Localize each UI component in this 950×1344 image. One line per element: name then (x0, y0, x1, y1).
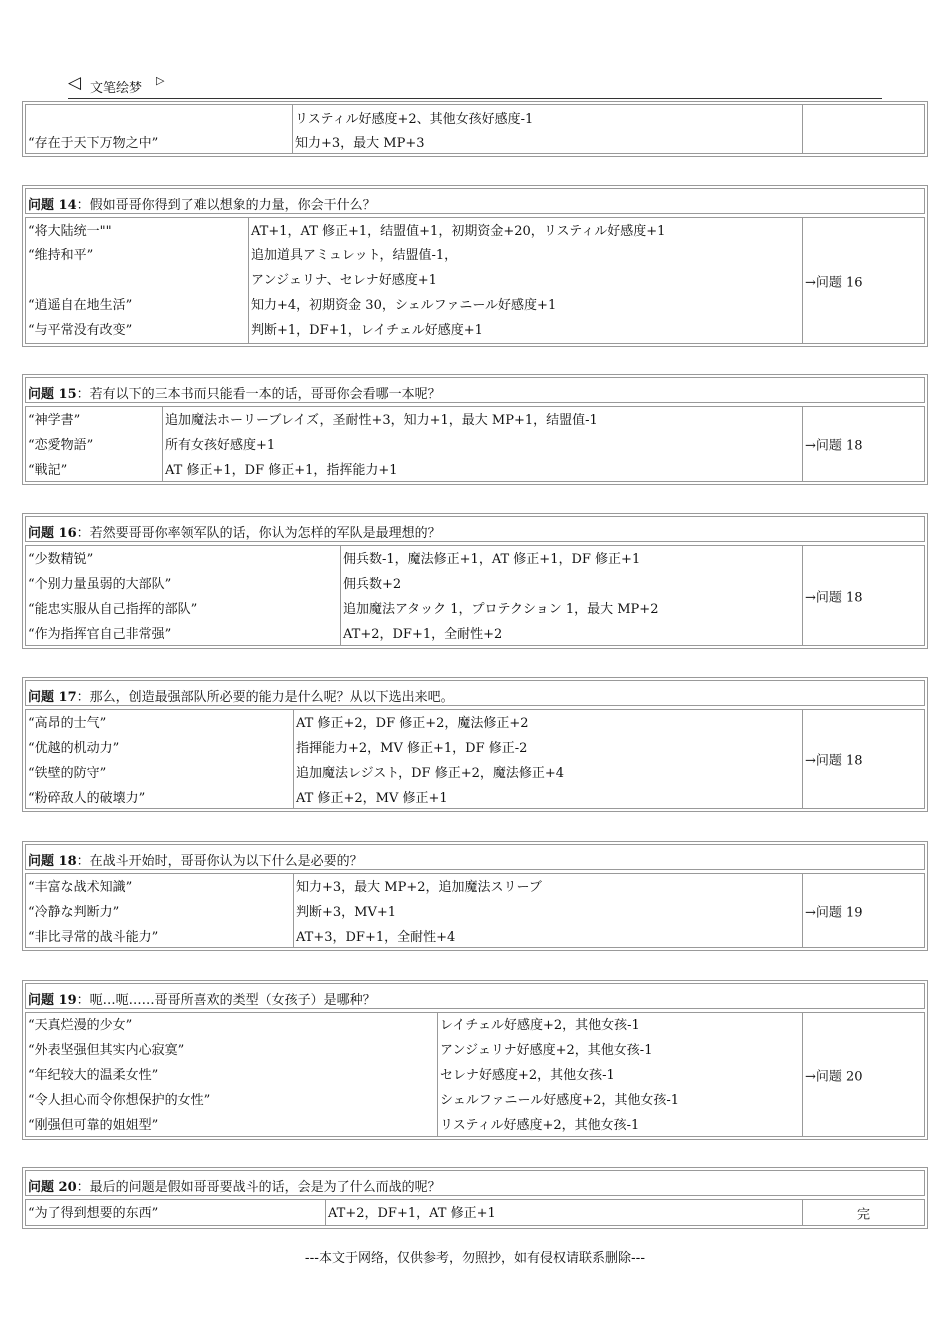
question-17-block (22, 677, 928, 812)
question-text: ：假如哥哥你得到了难以想象的力量，你会干什么？ (76, 198, 376, 213)
effect-text: 判断+3，MV+1 (296, 905, 397, 920)
next-question: →问题 19 (805, 905, 863, 920)
effects-column (437, 1013, 802, 1136)
question-text: ：呃…呃……哥哥所喜欢的类型（女孩子）是哪种？ (76, 993, 376, 1008)
answers-column (26, 218, 248, 343)
effect-text: AT 修正+2，DF 修正+2，魔法修正+2 (296, 716, 529, 731)
next-column (802, 546, 924, 645)
effect-text: 追加魔法ホーリーブレイズ，圣耐性+3，知力+1，最大 MP+1，结盟值-1 (165, 413, 598, 428)
question-16-block (22, 513, 928, 649)
effects-column (325, 1200, 802, 1225)
answer-table (25, 545, 925, 646)
effect-text: AT+1，AT 修正+1，结盟值+1，初期资金+20，リスティル好感度+1 (251, 224, 666, 239)
next-column (802, 1013, 924, 1136)
question-text: ：那么，创造最强部队所必要的能力是什么呢？从以下选出来吧。 (76, 690, 454, 705)
next-question: →问题 18 (805, 438, 863, 454)
effect-text: AT+2，DF+1，全耐性+2 (343, 627, 503, 642)
answer-text: “作为指挥官自己非常强” (28, 627, 172, 642)
effect-text: 佣兵数-1，魔法修正+1，AT 修正+1，DF 修正+1 (343, 552, 641, 567)
next-column (802, 407, 924, 481)
answer-text: “刚强但可靠的姐姐型” (28, 1118, 159, 1133)
question-row (25, 188, 925, 214)
answers-column (26, 546, 340, 645)
header-title: 文笔绘梦 (90, 81, 143, 96)
answer-text: “高昂的士气” (28, 716, 107, 731)
question-text: ：若然要哥哥你率领军队的话，你认为怎样的军队是最理想的？ (76, 526, 441, 541)
effect-text: セレナ好感度+2，其他女孩-1 (440, 1068, 615, 1083)
question-row (25, 377, 925, 403)
answer-table (25, 104, 925, 154)
effect-text: AT+2，DF+1，AT 修正+1 (328, 1206, 496, 1221)
answers-column (26, 710, 293, 808)
question-14-block (22, 185, 928, 347)
answer-text: “个别力量虽弱的大部队” (28, 577, 172, 592)
next-question: →问题 18 (805, 590, 863, 605)
question-row (25, 1170, 925, 1196)
answers-column (26, 105, 292, 153)
answer-text: “恋愛物語” (28, 438, 94, 453)
question-text: ：最后的问题是假如哥哥要战斗的话，会是为了什么而战的呢？ (76, 1180, 441, 1195)
answer-text: “为了得到想要的东西” (28, 1206, 159, 1221)
effect-text: 追加魔法アタック 1，プロテクション 1，最大 MP+2 (343, 602, 659, 617)
effect-text: 追加魔法レジスト，DF 修正+2，魔法修正+4 (296, 766, 565, 781)
question-number: 问题 19 (28, 993, 77, 1008)
effect-text: アンジェリナ、セレナ好感度+1 (251, 273, 437, 288)
effect-text: 知力+4，初期资金 30，シェルファニール好感度+1 (251, 298, 557, 313)
answer-text: “戦記” (28, 463, 68, 478)
answer-text: “冷静な判断力” (28, 905, 120, 920)
effects-column (293, 710, 802, 808)
effect-text: 指揮能力+2，MV 修正+1，DF 修正-2 (296, 741, 528, 756)
answer-table (25, 873, 925, 948)
answer-table (25, 406, 925, 482)
effect-text: AT 修正+2，MV 修正+1 (296, 791, 448, 806)
page-header (68, 74, 882, 99)
question-20-block (22, 1167, 928, 1229)
effect-text: 所有女孩好感度+1 (165, 438, 276, 453)
question-number: 问题 20 (28, 1180, 77, 1195)
right-triangle-icon: ▷ (156, 74, 165, 87)
answer-text: “丰富な战术知識” (28, 880, 133, 895)
answer-text: “外表坚强但其实内心寂寞” (28, 1043, 185, 1058)
effect-text: 佣兵数+2 (343, 577, 402, 592)
question-18-block (22, 841, 928, 951)
answers-column (26, 407, 162, 481)
answer-table (25, 709, 925, 809)
answers-column (26, 1200, 325, 1225)
answer-text: “能忠实服从自己指挥的部队” (28, 602, 198, 617)
effect-text: レイチェル好感度+2，其他女孩-1 (440, 1018, 640, 1033)
answer-text: “粉碎敌人的破壊力” (28, 791, 146, 806)
answer-text: “天真烂漫的少女” (28, 1018, 133, 1033)
end-label: 完 (856, 1207, 870, 1222)
answers-column (26, 1013, 437, 1136)
answer-text: “将大陆统一"" (28, 224, 112, 239)
effect-text: 知力+3，最大 MP+2，追加魔法スリーブ (296, 880, 542, 895)
question-number: 问题 18 (28, 854, 77, 869)
effect-text: 判断+1，DF+1，レイチェル好感度+1 (251, 323, 483, 338)
footer-disclaimer: ---本文于网络，仅供参考，勿照抄，如有侵权请联系删除--- (304, 1251, 646, 1266)
answer-text: “令人担心而令你想保护的女性” (28, 1093, 211, 1108)
effect-text: リスティル好感度+2，其他女孩-1 (440, 1118, 640, 1133)
next-question: →问题 20 (805, 1069, 863, 1084)
effect-text: AT 修正+1，DF 修正+1，指挥能力+1 (165, 463, 398, 478)
answer-table (25, 217, 925, 344)
next-column (802, 218, 924, 343)
next-column (802, 874, 924, 947)
question-number: 问题 14 (28, 198, 77, 213)
answer-text: “少数精锐” (28, 552, 94, 567)
answer-text: “维持和平” (28, 248, 94, 263)
effects-column (340, 546, 802, 645)
answer-table (25, 1199, 925, 1226)
answer-text: “神学書” (28, 413, 81, 428)
question-row (25, 983, 925, 1009)
answer-text: “与平常没有改变” (28, 323, 133, 338)
effect-text: AT+3，DF+1，全耐性+4 (296, 930, 456, 945)
next-column (802, 105, 924, 153)
question-number: 问题 17 (28, 690, 77, 705)
question-text: ：若有以下的三本书而只能看一本的话，哥哥你会看哪一本呢？ (76, 387, 441, 402)
effect-text: 追加道具アミュレット，结盟值-1， (251, 248, 458, 263)
answer-text: “非比寻常的战斗能力” (28, 930, 159, 945)
answers-column (26, 874, 293, 947)
effects-column (248, 218, 802, 343)
effects-column (292, 105, 802, 153)
answer-text: “逍遥自在地生活” (28, 298, 133, 313)
next-column (802, 710, 924, 808)
next-column (802, 1200, 924, 1225)
answer-text: “存在于天下万物之中” (28, 136, 159, 151)
effect-text: アンジェリナ好感度+2，其他女孩-1 (440, 1043, 653, 1058)
answer-text: “年纪较大的温柔女性” (28, 1068, 159, 1083)
effect-text: 知力+3，最大 MP+3 (295, 136, 425, 151)
effect-text: シェルファニール好感度+2，其他女孩-1 (440, 1093, 680, 1108)
question-text: ：在战斗开始时，哥哥你认为以下什么是必要的？ (76, 854, 363, 869)
answer-text: “优越的机动力” (28, 741, 120, 756)
question-number: 问题 15 (28, 387, 77, 402)
effect-text: リスティル好感度+2、其他女孩好感度-1 (295, 112, 534, 127)
effects-column (293, 874, 802, 947)
answer-text: “铁壁的防守” (28, 766, 107, 781)
answer-table (25, 1012, 925, 1137)
question-13-tail (22, 101, 928, 157)
left-triangle-icon: ◁ (68, 73, 82, 93)
question-19-block (22, 980, 928, 1140)
question-row (25, 844, 925, 870)
effects-column (162, 407, 802, 481)
next-question: →问题 16 (805, 275, 863, 290)
next-question: →问题 18 (805, 753, 863, 769)
question-15-block (22, 374, 928, 485)
question-row (25, 680, 925, 706)
question-number: 问题 16 (28, 526, 77, 541)
question-row (25, 516, 925, 542)
